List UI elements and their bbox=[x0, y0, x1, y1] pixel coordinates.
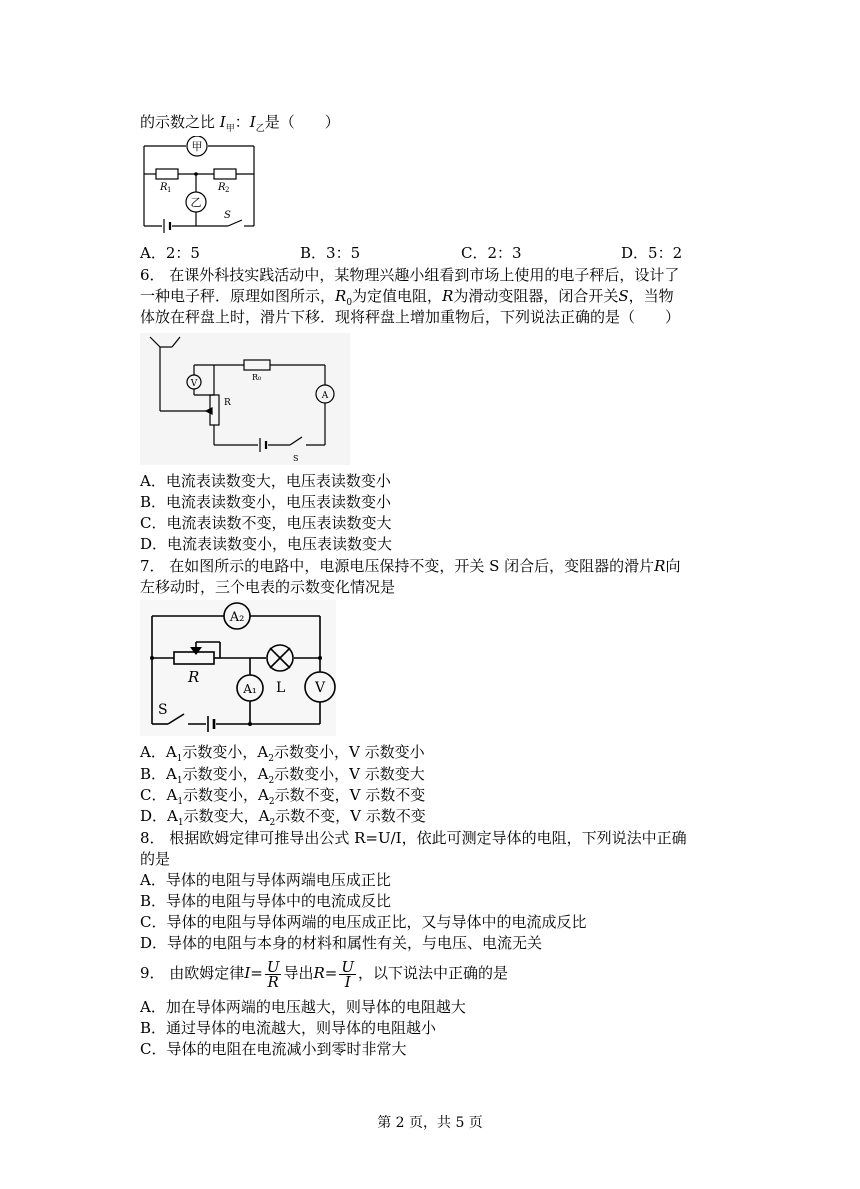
a1-label: A₁ bbox=[243, 682, 257, 696]
ammeter-label: A bbox=[321, 391, 329, 401]
a2-label: A₂ bbox=[229, 610, 245, 625]
r-label: R bbox=[188, 668, 200, 686]
q8-stem-line2: 的是 bbox=[140, 850, 171, 868]
q6-stem-line3: 体放在秤盘上时，滑片下移．现将秤盘上增加重物后，下列说法正确的是（ ） bbox=[140, 308, 681, 326]
r1-sub: 1 bbox=[167, 186, 172, 194]
r2-label: R bbox=[218, 182, 226, 193]
r1-label: R bbox=[160, 182, 168, 193]
q7-option-c: C．$A_1$示数变小，$A_2$示数不变，V 示数不变 bbox=[140, 786, 426, 807]
switch-label: S bbox=[224, 210, 231, 221]
q6-option-c: C．电流表读数不变，电压表读数变大 bbox=[140, 514, 392, 532]
q9-option-c: C．导体的电阻在电流减小到零时非常大 bbox=[140, 1040, 407, 1058]
q7-stem-line1: 7． 在如图所示的电路中，电源电压保持不变，开关 S 闭合后，变阻器的滑片R向 bbox=[140, 557, 681, 575]
q8-option-d: D．导体的电阻与本身的材料和属性有关，与电压、电流无关 bbox=[140, 934, 543, 952]
q7-circuit-diagram bbox=[140, 600, 336, 736]
q5-stem: 的示数之比 $I_甲$：$I_乙$是（ ） bbox=[140, 113, 340, 134]
page-footer: 第 2 页，共 5 页 bbox=[377, 1115, 483, 1131]
q5-option-a: A．2：5 bbox=[140, 244, 200, 262]
voltmeter-label: V bbox=[314, 680, 326, 696]
q6-circuit-diagram bbox=[140, 333, 350, 465]
r-label: R bbox=[224, 398, 231, 408]
q7-stem-line2: 左移动时，三个电表的示数变化情况是 bbox=[140, 578, 396, 596]
q9-option-b: B．通过导体的电流越大，则导体的电阻越小 bbox=[140, 1019, 437, 1037]
fraction-u-over-i: $\frac{U}{I}$ bbox=[341, 957, 355, 991]
r0-label: R₀ bbox=[252, 373, 262, 382]
voltmeter-label: V bbox=[190, 379, 198, 389]
q8-option-a: A．导体的电阻与导体两端电压成正比 bbox=[140, 871, 391, 889]
meter-jia-label: 甲 bbox=[191, 140, 203, 153]
q7-option-b: B．$A_1$示数变小，$A_2$示数变小，V 示数变大 bbox=[140, 765, 425, 786]
q7-option-a: A．$A_1$示数变小，$A_2$示数变小，V 示数变小 bbox=[140, 743, 425, 764]
lamp-label: L bbox=[276, 680, 286, 696]
q6-option-b: B．电流表读数变小，电压表读数变小 bbox=[140, 493, 392, 511]
q5-option-d: D．5：2 bbox=[621, 244, 683, 262]
switch-label: S bbox=[293, 454, 299, 463]
q6-option-d: D．电流表读数变小，电压表读数变大 bbox=[140, 535, 393, 553]
q9-stem: 9． 由欧姆定律I= $\frac{U}{R}$ 导出R= $\frac{U}{I}$ ，以下说法中正确的是 bbox=[140, 957, 509, 991]
fraction-u-over-r: $\frac{U}{R}$ bbox=[266, 957, 280, 991]
q8-option-b: B．导体的电阻与导体中的电流成反比 bbox=[140, 892, 392, 910]
q9-option-a: A．加在导体两端的电压越大，则导体的电阻越大 bbox=[140, 998, 466, 1016]
meter-yi-label: 乙 bbox=[190, 196, 202, 209]
switch-label: S bbox=[158, 702, 168, 718]
q5-option-b: B．3：5 bbox=[300, 244, 361, 262]
q5-option-c: C．2：3 bbox=[461, 244, 522, 262]
q6-stem-line1: 6． 在课外科技实践活动中，某物理兴趣小组看到市场上使用的电子秤后，设计了 bbox=[140, 266, 680, 284]
q6-stem-line2: 一种电子秤．原理如图所示，$R_0$为定值电阻，R为滑动变阻器，闭合开关S，当物 bbox=[140, 287, 674, 308]
q8-stem-line1: 8． 根据欧姆定律可推导出公式 R=U/I，依此可测定导体的电阻，下列说法中正确 bbox=[140, 829, 687, 847]
q6-option-a: A．电流表读数变大，电压表读数变小 bbox=[140, 472, 391, 490]
r2-sub: 2 bbox=[225, 186, 230, 194]
q7-option-d: D．$A_1$示数变大，$A_2$示数不变，V 示数不变 bbox=[140, 807, 426, 828]
q5-circuit-diagram bbox=[138, 136, 260, 236]
q8-option-c: C．导体的电阻与导体两端的电压成正比，又与导体中的电流成反比 bbox=[140, 913, 587, 931]
